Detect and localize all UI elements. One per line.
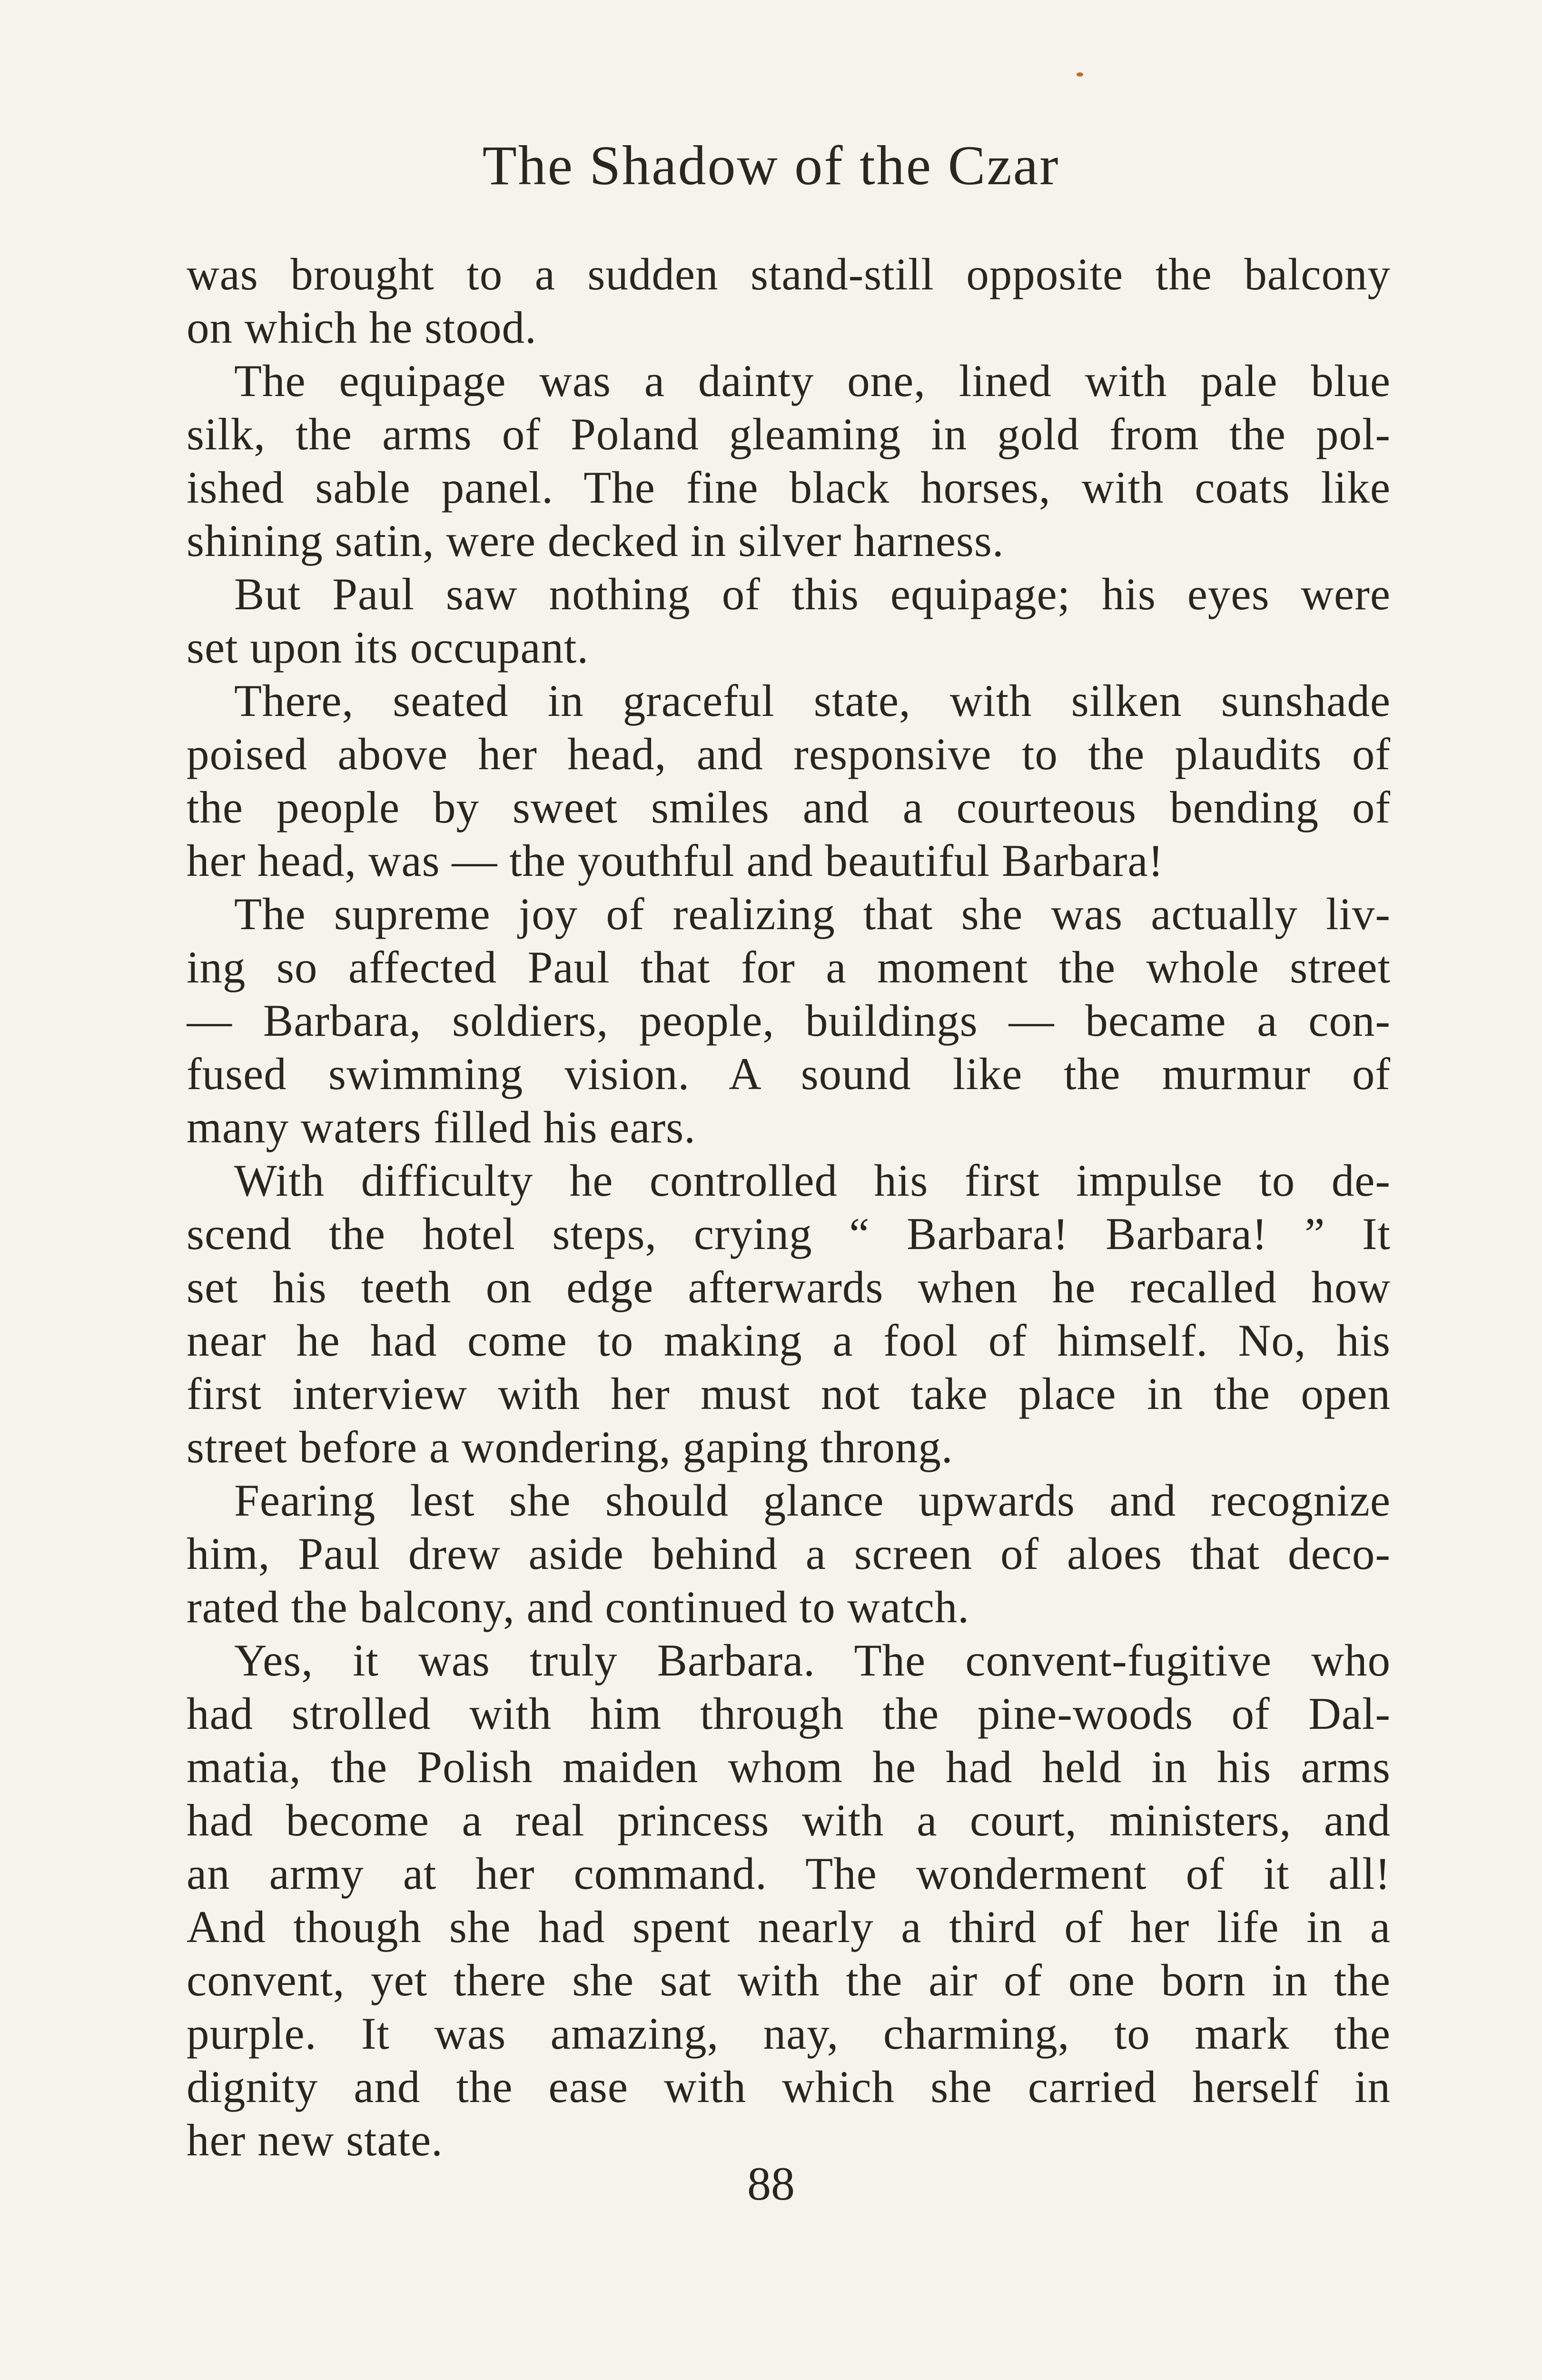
- text-line: fused swimming vision. A sound like the murmur of: [187, 1049, 1391, 1099]
- text-line: on which he stood.: [187, 302, 537, 353]
- text-line: The equipage was a dainty one, lined with pale blue: [234, 356, 1391, 406]
- text-line: matia, the Polish maiden whom he had held in his arms: [187, 1742, 1391, 1792]
- text-line: set upon its occupant.: [187, 622, 589, 673]
- text-line: shining satin, were decked in silver harness.: [187, 516, 1004, 566]
- text-line: — Barbara, soldiers, people, buildings — became a con-: [187, 995, 1391, 1046]
- text-line: But Paul saw nothing of this equipage; his eyes were: [234, 569, 1391, 619]
- text-line: The supreme joy of realizing that she was actually liv-: [234, 889, 1391, 939]
- text-line: set his teeth on edge afterwards when he recalled how: [187, 1262, 1391, 1312]
- text-line: many waters filled his ears.: [187, 1102, 696, 1152]
- text-line: poised above her head, and responsive to the plaudits of: [187, 729, 1391, 779]
- text-line: And though she had spent nearly a third of her life in a: [187, 1902, 1391, 1952]
- paper-speck: [1077, 72, 1083, 77]
- text-line: convent, yet there she sat with the air of one born in the: [187, 1955, 1391, 2005]
- text-line: scend the hotel steps, crying “ Barbara! Barbara! ” It: [187, 1209, 1391, 1259]
- text-line: Fearing lest she should glance upwards and recognize: [234, 1475, 1391, 1526]
- text-line: dignity and the ease with which she carried herself in: [187, 2062, 1391, 2112]
- text-line: had become a real princess with a court, ministers, and: [187, 1795, 1391, 1845]
- text-line: ished sable panel. The fine black horses, with coats like: [187, 462, 1391, 513]
- text-line: rated the balcony, and continued to watch.: [187, 1582, 969, 1632]
- running-title: The Shadow of the Czar: [482, 134, 1060, 197]
- text-line: Yes, it was truly Barbara. The convent-fugitive who: [234, 1635, 1391, 1686]
- page-number: 88: [747, 2157, 795, 2210]
- text-line: first interview with her must not take place in the open: [187, 1368, 1391, 1419]
- text-line: her new state.: [187, 2115, 443, 2165]
- text-line: him, Paul drew aside behind a screen of aloes that deco-: [187, 1528, 1391, 1579]
- text-line: ing so affected Paul that for a moment the whole street: [187, 942, 1391, 992]
- text-line: There, seated in graceful state, with silken sunshade: [234, 675, 1391, 726]
- text-line: an army at her command. The wonderment of it all!: [187, 1848, 1391, 1899]
- text-line: With difficulty he controlled his first impulse to de-: [234, 1155, 1391, 1206]
- text-line: purple. It was amazing, nay, charming, to mark the: [187, 2008, 1391, 2059]
- text-line: silk, the arms of Poland gleaming in gold from the pol-: [187, 409, 1391, 459]
- text-line: the people by sweet smiles and a courteous bending of: [187, 782, 1391, 833]
- text-line: her head, was — the youthful and beautiful Barbara!: [187, 835, 1164, 886]
- body-text: [187, 248, 1391, 2167]
- text-line: near he had come to making a fool of himself. No, his: [187, 1315, 1391, 1366]
- text-line: had strolled with him through the pine-woods of Dal-: [187, 1688, 1391, 1739]
- text-line: was brought to a sudden stand-still opposite the balcony: [187, 249, 1391, 299]
- text-line: street before a wondering, gaping throng.: [187, 1422, 953, 1472]
